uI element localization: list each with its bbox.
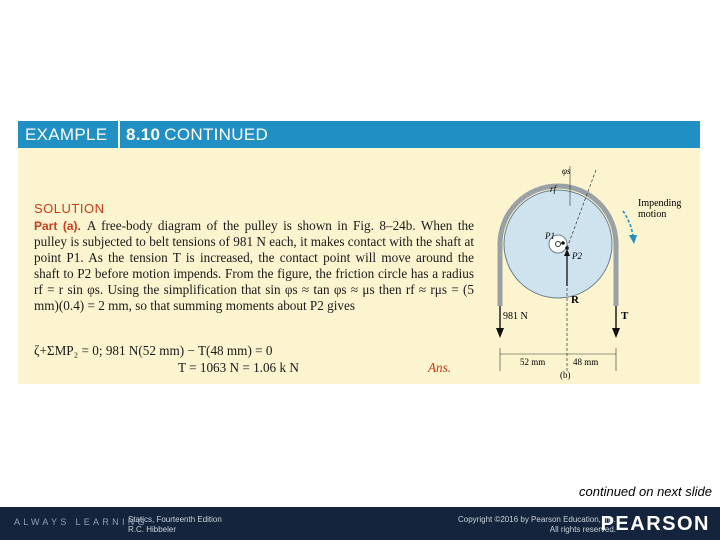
dim-right-label: 48 mm (573, 357, 599, 367)
motion-label: motion (638, 209, 667, 220)
solution-paragraph (34, 218, 474, 314)
continued-note: continued on next slide (579, 484, 712, 499)
result-equation: T = 1063 N = 1.06 k N (178, 360, 299, 375)
rf-label: rf (550, 184, 557, 194)
book-credit (128, 515, 222, 535)
example-panel (18, 121, 700, 384)
footer-bar (0, 507, 720, 540)
rights-line: All rights reserved. (549, 525, 616, 534)
shaft-center (556, 242, 561, 247)
reaction-label: R (571, 294, 579, 306)
p1-point (561, 241, 565, 245)
example-header (18, 121, 700, 148)
book-author: R.C. Hibbeler (128, 525, 177, 534)
pearson-logo: PEARSON (600, 513, 710, 535)
p2-label: P2 (572, 251, 582, 261)
moment-equation: ζ+ΣMP₂ = 0; 981 N(52 mm) − T(48 mm) = 0 (34, 343, 273, 358)
p1-label: P1 (545, 231, 555, 241)
force-left-label: 981 N (503, 311, 528, 322)
always-learning-tagline: ALWAYS LEARNING (14, 517, 148, 527)
example-label: EXAMPLE (25, 125, 108, 144)
force-right-label: T (621, 310, 629, 322)
motion-arrow (623, 211, 633, 236)
copyright-line: Copyright ©2016 by Pearson Education, Inc. (458, 515, 616, 524)
figure-label: (b) (560, 370, 571, 380)
pulley-free-body-diagram (478, 156, 693, 381)
part-label: Part (a). (34, 219, 81, 233)
copyright-notice (458, 515, 616, 535)
dim-left-label: 52 mm (520, 357, 546, 367)
impending-label: Impending (638, 198, 682, 209)
continued-label: CONTINUED (164, 125, 269, 144)
solution-title: SOLUTION (34, 201, 105, 216)
book-title: Statics, Fourteenth Edition (128, 515, 222, 524)
phi-label: φs (562, 166, 571, 176)
answer-label: Ans. (428, 360, 452, 375)
example-number: 8.10 (126, 125, 161, 144)
solution-text: A free-body diagram of the pulley is shown in Fig. 8–24b. When the pulley is subjected to belt tensions of 981 N each, it makes contact with the shaft at point P1. As the tension T is increased, the contact point will move around the shaft to P2 before motion impends. From the figure, the friction circle has a radius rf = r sin φs. Using the simplification that sin φs ≈ tan φs ≈ μs then rf ≈ rμs = (5 mm)(0.4) = 2 mm, so that summing moments about P2 gives (34, 218, 474, 313)
